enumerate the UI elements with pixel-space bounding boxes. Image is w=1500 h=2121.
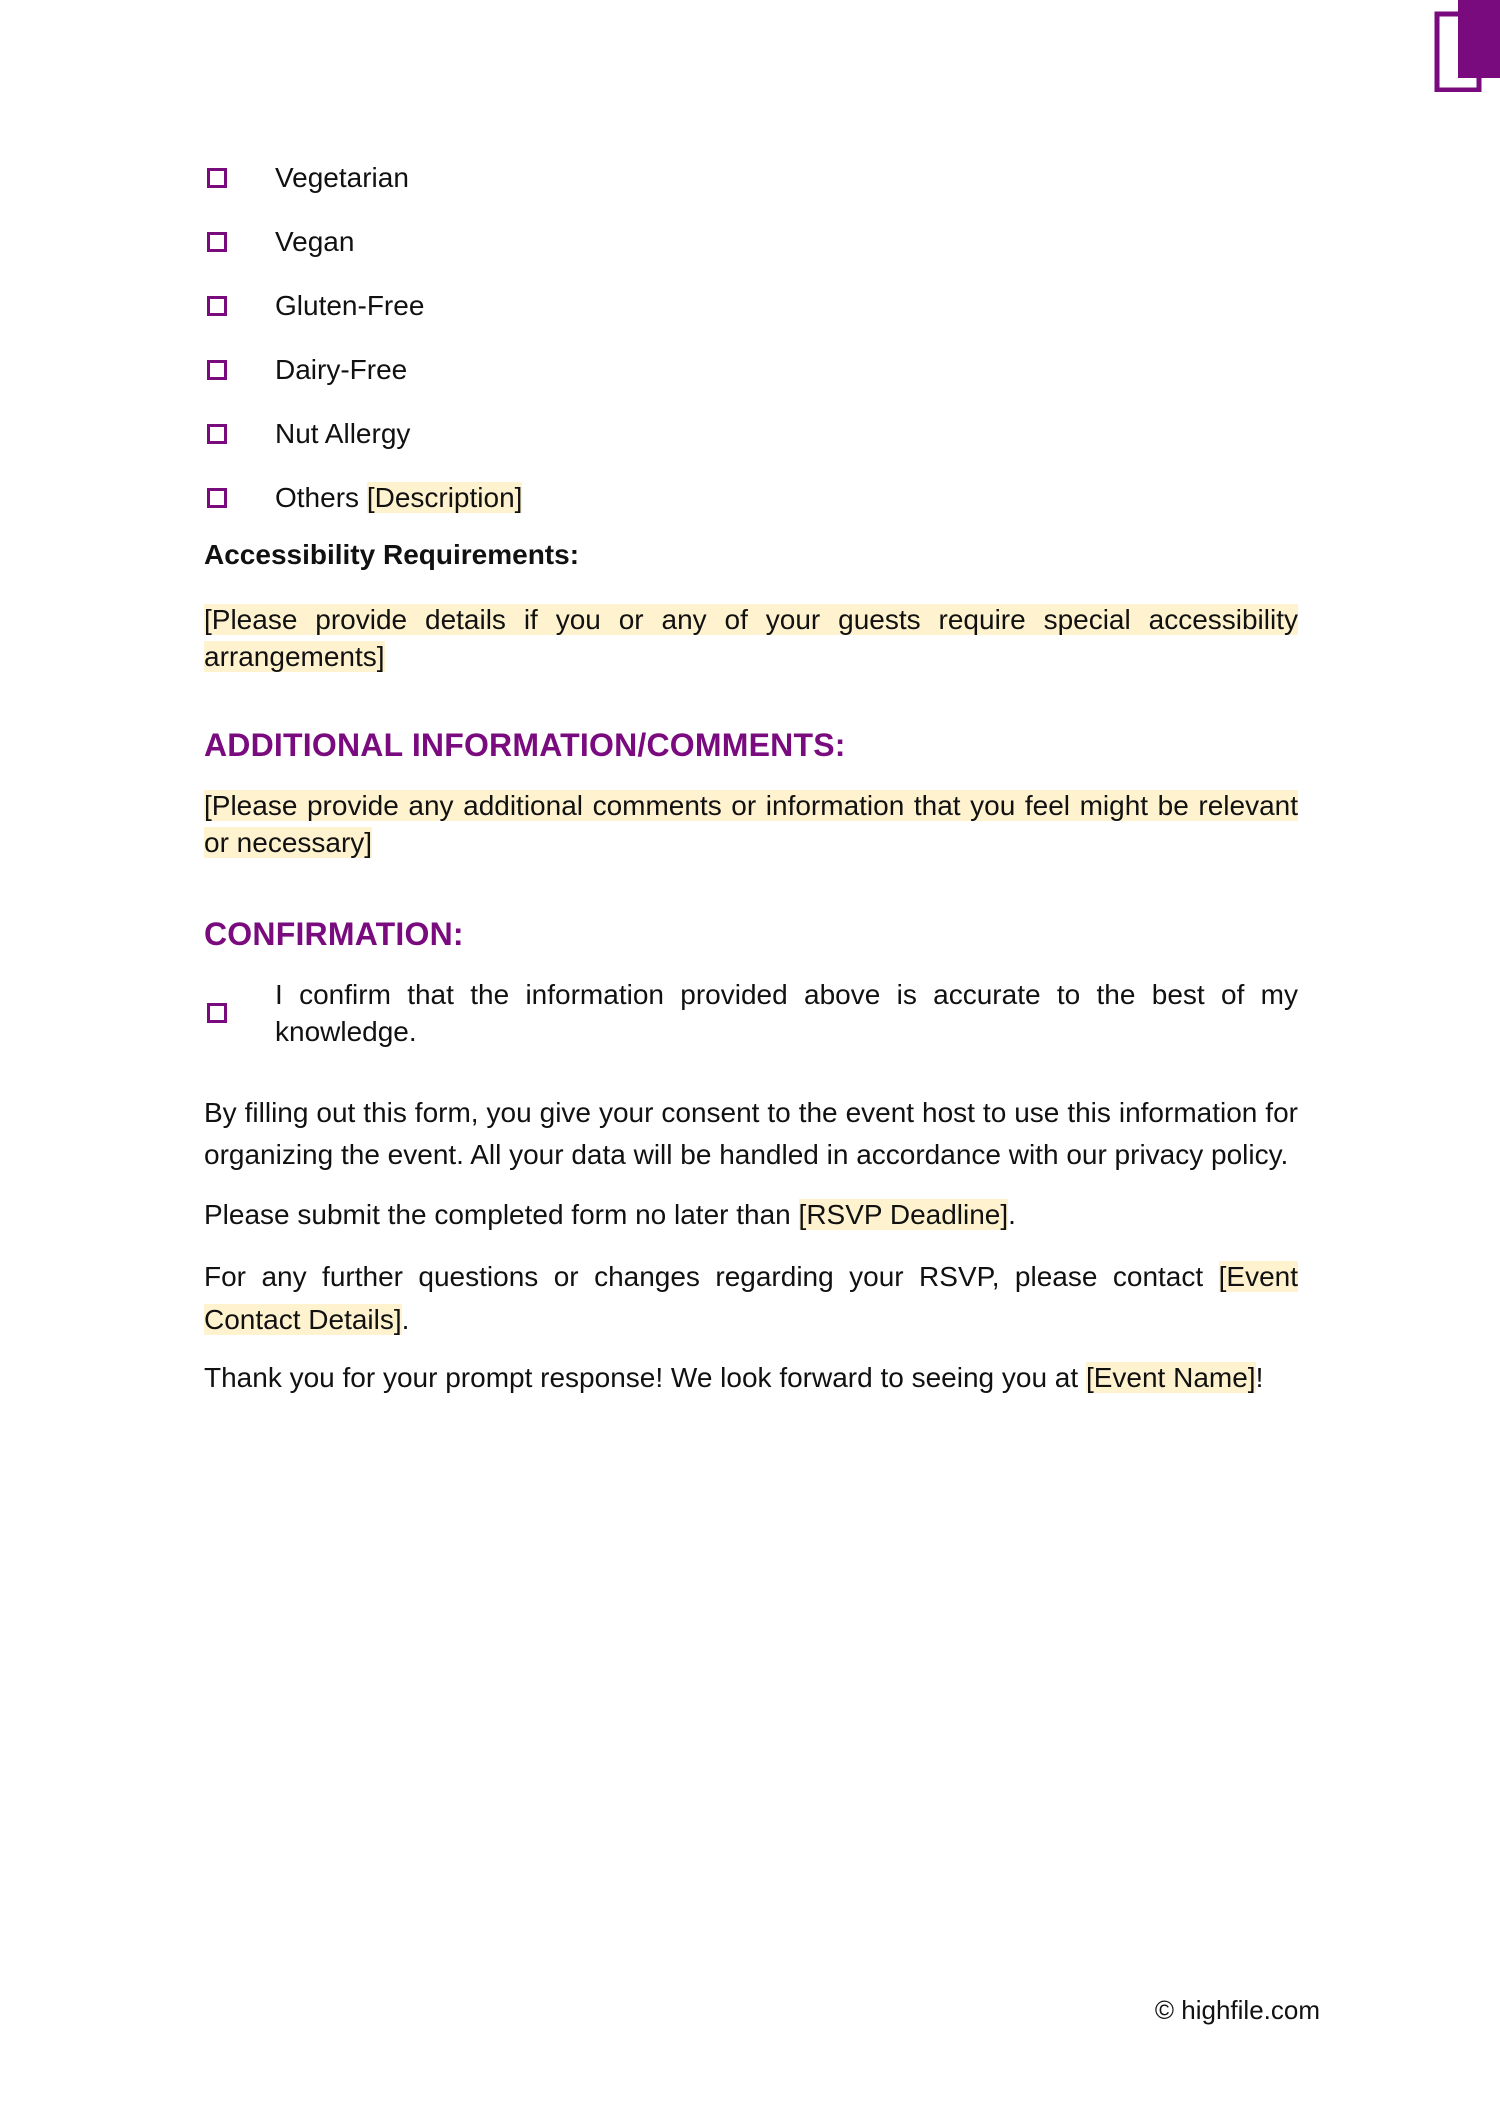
confirmation-row[interactable] [204, 976, 1298, 1050]
additional-info-field[interactable] [204, 787, 1298, 861]
dietary-option-nut-allergy[interactable] [204, 414, 1298, 454]
dietary-option-dairy-free[interactable] [204, 350, 1298, 390]
dietary-option-others[interactable] [204, 478, 1298, 518]
contact-suffix: . [401, 1304, 410, 1335]
checkbox-others[interactable] [207, 488, 227, 508]
others-label: Others [275, 482, 360, 513]
checkbox-nut-allergy[interactable] [207, 424, 227, 444]
thanks-suffix: ! [1255, 1362, 1264, 1393]
option-label: Gluten-Free [275, 290, 425, 321]
option-label [275, 478, 522, 518]
deadline-text [204, 1196, 1298, 1233]
additional-info-placeholder[interactable]: [Please provide any additional comments or information that you feel might be relevant or necessary] [204, 790, 1298, 858]
rsvp-form-page [204, 158, 1298, 1396]
thanks-text [204, 1359, 1298, 1396]
accessibility-placeholder[interactable]: [Please provide details if you or any of your guests require special accessibility arrangements] [204, 604, 1298, 672]
checkbox-confirm[interactable] [207, 1003, 227, 1023]
additional-info-title: ADDITIONAL INFORMATION/COMMENTS: [204, 727, 846, 763]
event-contact-placeholder[interactable]: [Event Contact Details] [204, 1261, 1298, 1335]
dietary-option-gluten-free[interactable] [204, 286, 1298, 326]
contact-prefix: For any further questions or changes regarding your RSVP, please contact [204, 1261, 1219, 1292]
checkbox-vegetarian[interactable] [207, 168, 227, 188]
consent-text: By filling out this form, you give your consent to the event host to use this information for organizing the event. All your data will be handled in accordance with our privacy policy. [204, 1097, 1298, 1170]
checkbox-vegan[interactable] [207, 232, 227, 252]
dietary-options-list [204, 158, 1298, 518]
option-label: Vegan [275, 226, 355, 257]
rsvp-deadline-placeholder[interactable]: [RSVP Deadline] [798, 1199, 1009, 1230]
event-name-placeholder[interactable]: [Event Name] [1085, 1362, 1256, 1393]
description-placeholder[interactable]: [Description] [366, 482, 523, 513]
deadline-suffix: . [1008, 1199, 1016, 1230]
dietary-option-vegetarian[interactable] [204, 158, 1298, 198]
checkbox-dairy-free[interactable] [207, 360, 227, 380]
footer-copyright: © highfile.com [1154, 1995, 1320, 2025]
checkbox-gluten-free[interactable] [207, 296, 227, 316]
accessibility-field[interactable] [204, 601, 1298, 675]
option-label: Vegetarian [275, 162, 409, 193]
contact-text [204, 1255, 1298, 1341]
thanks-prefix: Thank you for your prompt response! We look forward to seeing you at [204, 1362, 1086, 1393]
dietary-option-vegan[interactable] [204, 222, 1298, 262]
deadline-prefix: Please submit the completed form no later than [204, 1199, 799, 1230]
confirmation-statement: I confirm that the information provided above is accurate to the best of my knowledge. [275, 979, 1298, 1047]
option-label: Dairy-Free [275, 354, 408, 385]
accessibility-heading: Accessibility Requirements: [204, 539, 580, 570]
confirmation-title: CONFIRMATION: [204, 916, 464, 952]
option-label: Nut Allergy [275, 418, 411, 449]
corner-logo-mark [1430, 0, 1500, 92]
